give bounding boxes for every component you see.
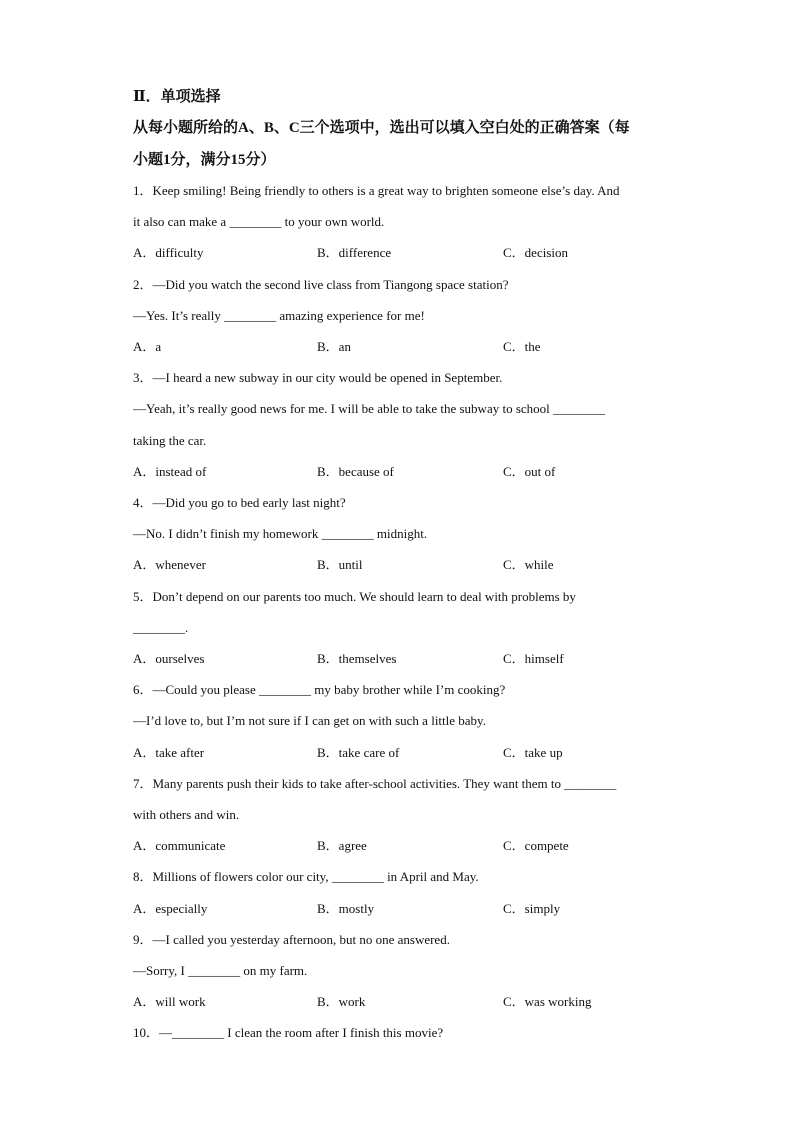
question-2-option-a[interactable]: A．a [133, 339, 162, 354]
question-9-line-1: 9．—I called you yesterday afternoon, but no one answered. [133, 932, 450, 947]
question-5-line-2: ________. [133, 620, 189, 635]
question-5-option-c[interactable]: C．himself [503, 651, 564, 666]
question-7-line-1: 7．Many parents push their kids to take after-school activities. They want them to ________ [133, 776, 617, 791]
question-3-line-1: 3．—I heard a new subway in our city would be opened in September. [133, 370, 503, 385]
question-6-line-2: —I’d love to, but I’m not sure if I can get on with such a little baby. [133, 713, 486, 728]
section-title: Ⅱ．单项选择 [133, 89, 221, 105]
question-1-line-2: it also can make a ________ to your own world. [133, 214, 385, 229]
question-4-option-a[interactable]: A．whenever [133, 557, 206, 572]
instruction-line-2: 小题1分，满分15分） [133, 152, 276, 168]
question-8-line-1: 8．Millions of flowers color our city, ________ in April and May. [133, 869, 479, 884]
question-9-option-a[interactable]: A．will work [133, 994, 206, 1009]
question-6-option-b[interactable]: B．take care of [317, 745, 400, 760]
instruction-line-1: 从每小题所给的A、B、C三个选项中，选出可以填入空白处的正确答案（每 [133, 120, 630, 136]
question-3-option-b[interactable]: B．because of [317, 464, 394, 479]
question-1-option-a[interactable]: A．difficulty [133, 245, 204, 260]
question-4-line-1: 4．—Did you go to bed early last night? [133, 495, 346, 510]
question-10-line-1: 10．—________ I clean the room after I finish this movie? [133, 1025, 444, 1040]
question-3-line-2: —Yeah, it’s really good news for me. I will be able to take the subway to school ________ [133, 401, 606, 416]
question-2-option-b[interactable]: B．an [317, 339, 351, 354]
question-2-line-2: —Yes. It’s really ________ amazing experience for me! [133, 308, 425, 323]
question-8-option-a[interactable]: A．especially [133, 901, 208, 916]
question-5-option-b[interactable]: B．themselves [317, 651, 397, 666]
question-1-option-c[interactable]: C．decision [503, 245, 568, 260]
question-5-line-1: 5．Don’t depend on our parents too much. We should learn to deal with problems by [133, 589, 576, 604]
question-9-option-b[interactable]: B．work [317, 994, 366, 1009]
question-8-option-c[interactable]: C．simply [503, 901, 561, 916]
question-5-option-a[interactable]: A．ourselves [133, 651, 205, 666]
question-2-option-c[interactable]: C．the [503, 339, 541, 354]
question-2-line-1: 2．—Did you watch the second live class from Tiangong space station? [133, 277, 509, 292]
question-4-line-2: —No. I didn’t finish my homework ________ midnight. [133, 526, 428, 541]
question-1-option-b[interactable]: B．difference [317, 245, 392, 260]
question-7-option-b[interactable]: B．agree [317, 838, 367, 853]
question-6-line-1: 6．—Could you please ________ my baby brother while I’m cooking? [133, 682, 506, 697]
question-4-option-b[interactable]: B．until [317, 557, 363, 572]
question-9-option-c[interactable]: C．was working [503, 994, 592, 1009]
question-3-line-3: taking the car. [133, 433, 207, 448]
question-8-option-b[interactable]: B．mostly [317, 901, 375, 916]
question-6-option-c[interactable]: C．take up [503, 745, 563, 760]
question-6-option-a[interactable]: A．take after [133, 745, 205, 760]
question-4-option-c[interactable]: C．while [503, 557, 554, 572]
question-7-option-c[interactable]: C．compete [503, 838, 569, 853]
question-1-line-1: 1．Keep smiling! Being friendly to others is a great way to brighten someone else’s day. And [133, 183, 620, 198]
question-3-option-a[interactable]: A．instead of [133, 464, 207, 479]
question-3-option-c[interactable]: C．out of [503, 464, 556, 479]
question-7-line-2: with others and win. [133, 807, 240, 822]
question-7-option-a[interactable]: A．communicate [133, 838, 226, 853]
question-9-line-2: —Sorry, I ________ on my farm. [133, 963, 308, 978]
